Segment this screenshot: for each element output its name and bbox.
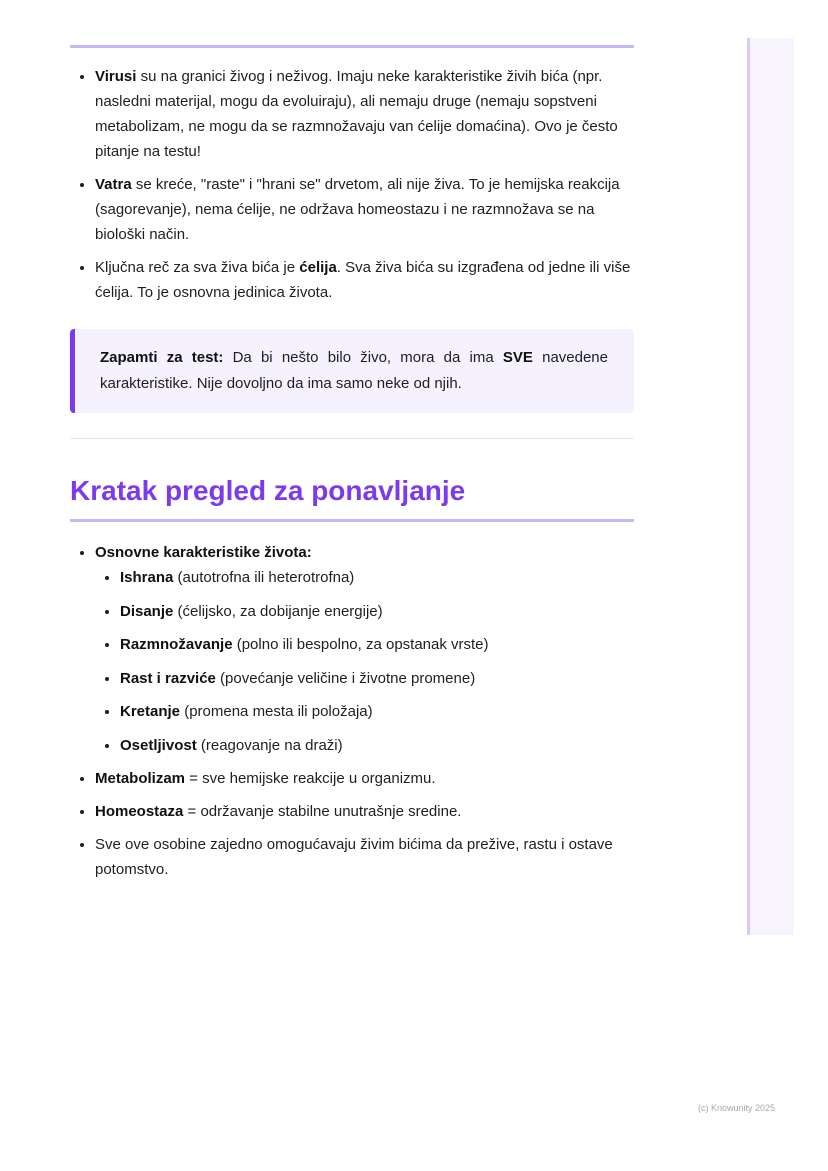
cell-text: . Sva živa bića su izgrađena od jedne ili više ćelija. To je osnovna jedinica života. <box>95 259 631 301</box>
term-movement: Kretanje <box>120 703 181 720</box>
list-item-characteristics <box>95 540 634 758</box>
metabolism-desc: = sve hemijske reakcije u organizmu. <box>185 770 436 787</box>
list-item-metabolism <box>95 766 634 791</box>
reproduction-desc: (polno ili bespolno, za opstanak vrste) <box>232 636 489 653</box>
list-item-fire <box>95 172 634 247</box>
growth-desc: (povećanje veličine i životne promene) <box>215 669 476 687</box>
list-item <box>120 666 634 691</box>
notes-list <box>70 64 634 305</box>
term-viruses: Virusi <box>95 68 137 85</box>
nutrition-desc: (autotrofna ili heterotrofna) <box>173 569 355 586</box>
term-nutrition: Ishrana <box>120 569 174 586</box>
characteristics-list <box>95 565 634 758</box>
section-title: Kratak pregled za ponavljanje <box>70 475 466 506</box>
list-item <box>120 599 634 624</box>
top-divider <box>70 45 634 48</box>
term-fire: Vatra <box>95 176 132 193</box>
section-divider <box>70 438 634 439</box>
term-growth: Rast i razviće <box>120 669 216 687</box>
callout-text-1: Da bi nešto bilo živo, mora da ima <box>223 349 503 366</box>
list-item-closing <box>95 832 634 882</box>
list-item-viruses <box>95 64 634 164</box>
term-sensitivity: Osetljivost <box>120 736 197 754</box>
list-item-cell <box>95 255 634 305</box>
test-tip-callout <box>70 329 634 413</box>
homeostasis-desc: = održavanje stabilne unutrašnje sredine. <box>183 803 462 820</box>
side-panel <box>747 38 794 935</box>
document-content <box>70 45 634 890</box>
term-metabolism: Metabolizam <box>95 770 186 787</box>
movement-desc: (promena mesta ili položaja) <box>180 703 373 720</box>
sensitivity-desc: (reagovanje na draži) <box>196 736 343 754</box>
copyright-footer: (c) Knowunity 2025 <box>697 1103 775 1113</box>
section-title-underline <box>70 519 634 522</box>
callout-emphasis: SVE <box>502 349 533 366</box>
list-item <box>120 565 634 590</box>
callout-label: Zapamti za test: <box>100 349 224 366</box>
characteristics-heading: Osnovne karakteristike života: <box>95 544 312 561</box>
cell-pre: Ključna reč za sva živa bića je <box>95 259 300 276</box>
callout-text-2: navedene karakteristike. Nije dovoljno da ima samo neke od njih. <box>100 349 608 392</box>
closing-text: Sve ove osobine zajedno omogućavaju živim bićima da prežive, rastu i ostave potomstvo. <box>95 836 613 878</box>
term-reproduction: Razmnožavanje <box>120 636 233 653</box>
summary-list <box>70 540 634 882</box>
term-homeostasis: Homeostaza <box>95 803 184 820</box>
fire-text: se kreće, "raste" i "hrani se" drvetom, ali nije živa. To je hemijska reakcija (sagorevanje), nema ćelije, ne održava homeostazu i ne razmnožava se na biološki način. <box>95 176 620 243</box>
respiration-desc: (ćelijsko, za dobijanje energije) <box>173 602 383 620</box>
term-cell: ćelija <box>299 259 337 276</box>
list-item <box>120 733 634 758</box>
list-item-homeostasis <box>95 799 634 824</box>
list-item <box>120 632 634 657</box>
list-item <box>120 699 634 724</box>
term-respiration: Disanje <box>120 602 174 620</box>
viruses-text: su na granici živog i neživog. Imaju neke karakteristike živih bića (npr. nasledni materijal, mogu da evoluiraju), ali nemaju druge (nemaju sopstveni metabolizam, ne mogu da se razmnožavaju van ćelije domaćina). Ovo je često pitanje na testu! <box>95 68 618 160</box>
